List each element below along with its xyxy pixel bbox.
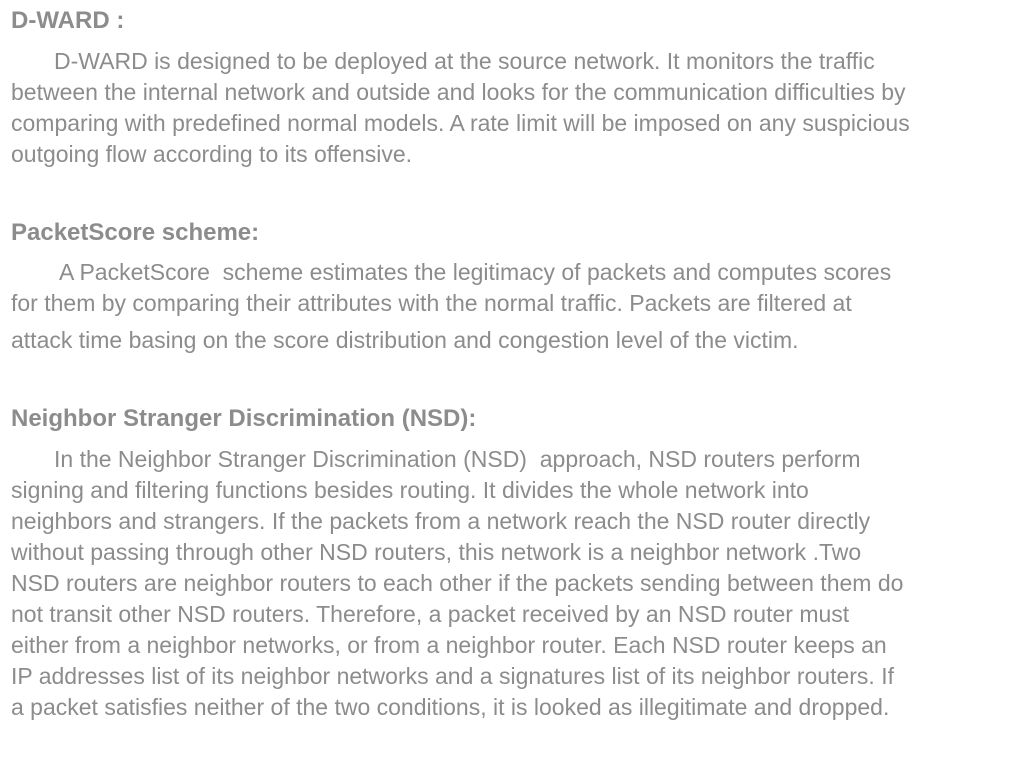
paragraph-line: between the internal network and outside and looks for the communication difficulties by bbox=[11, 79, 906, 105]
section-paragraph bbox=[11, 257, 1017, 356]
paragraph-line: outgoing flow according to its offensive. bbox=[11, 141, 413, 167]
paragraph-line: A PacketScore scheme estimates the legitimacy of packets and computes scores bbox=[59, 259, 892, 285]
paragraph-line: without passing through other NSD routers, this network is a neighbor network .Two bbox=[11, 539, 862, 565]
paragraph-line: either from a neighbor networks, or from a neighbor router. Each NSD router keeps an bbox=[11, 632, 887, 658]
paragraph-line: a packet satisfies neither of the two conditions, it is looked as illegitimate and dropped. bbox=[11, 694, 890, 720]
section-nsd bbox=[11, 404, 1017, 723]
section-heading: PacketScore scheme: bbox=[11, 219, 260, 246]
paragraph-line: for them by comparing their attributes with the normal traffic. Packets are filtered at bbox=[11, 290, 852, 316]
paragraph-line: IP addresses list of its neighbor networks and a signatures list of its neighbor routers. If bbox=[11, 663, 894, 689]
section-paragraph bbox=[11, 46, 1017, 170]
paragraph-line: NSD routers are neighbor routers to each other if the packets sending between them do bbox=[11, 570, 904, 596]
section-heading: Neighbor Stranger Discrimination (NSD): bbox=[11, 405, 477, 432]
section-packetscore bbox=[11, 218, 1017, 356]
paragraph-line: signing and filtering functions besides routing. It divides the whole network into bbox=[11, 477, 809, 503]
paragraph-line: In the Neighbor Stranger Discrimination (NSD) approach, NSD routers perform bbox=[54, 446, 861, 472]
paragraph-line: not transit other NSD routers. Therefore, a packet received by an NSD router must bbox=[11, 601, 850, 627]
section-d-ward bbox=[11, 6, 1017, 170]
paragraph-line: attack time basing on the score distribution and congestion level of the victim. bbox=[11, 327, 799, 353]
paragraph-line: D-WARD is designed to be deployed at the source network. It monitors the traffic bbox=[54, 48, 875, 74]
section-paragraph bbox=[11, 444, 1017, 723]
section-heading: D-WARD : bbox=[11, 7, 125, 34]
paragraph-line: comparing with predefined normal models. A rate limit will be imposed on any suspicious bbox=[11, 110, 910, 136]
paragraph-line: neighbors and strangers. If the packets from a network reach the NSD router directly bbox=[11, 508, 871, 534]
